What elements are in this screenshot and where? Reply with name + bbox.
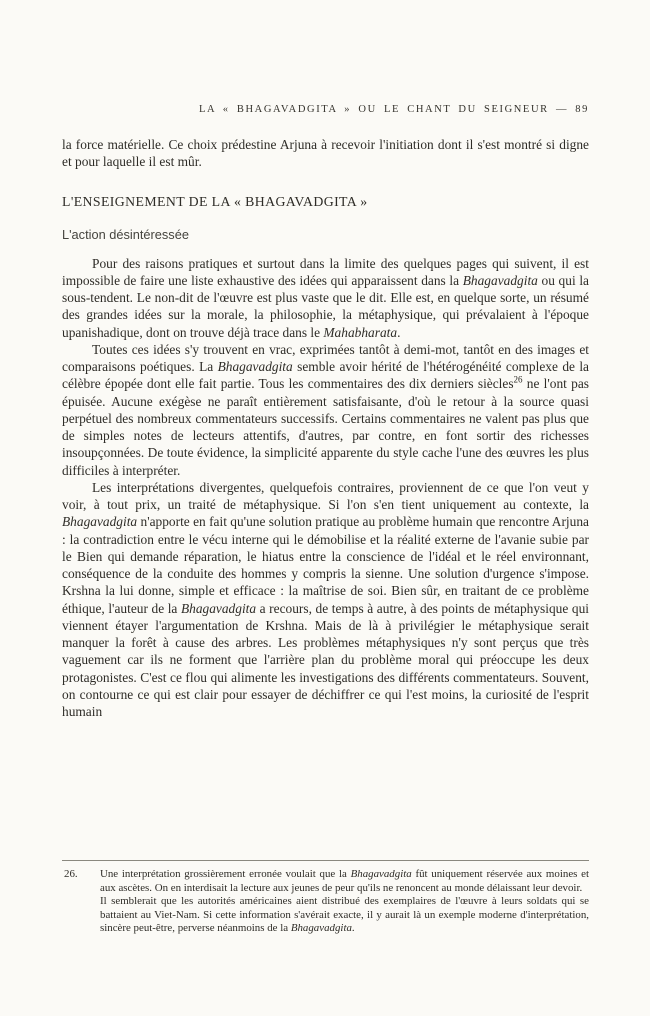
footnote-ref: 26 <box>513 374 523 385</box>
paragraph-group <box>62 255 589 721</box>
italic-term: Bhagavadgita <box>217 359 293 374</box>
italic-term: Bhagavadgita <box>462 272 538 288</box>
footnote-number: 26. <box>64 868 78 880</box>
page-body <box>62 136 589 720</box>
footnote-26 <box>62 868 589 936</box>
footnote-paragraph: Une interprétation grossièrement erronée voulait que la Bhagavadgita fût uniquement réservée aux moines et aux ascètes. On en interdisait la lecture aux jeunes de peur qu'ils ne renoncent au monde délaissant leur devoir. <box>100 868 589 894</box>
running-header: LA « BHAGAVADGITA » OU LE CHANT DU SEIGNEUR — 89 <box>198 104 589 115</box>
subsection-heading: L'action désintéressée <box>62 226 189 242</box>
paragraph: Pour des raisons pratiques et surtout dans la limite des quelques pages qui suivent, il est impossible de faire une liste exhaustive des idées qui apparaissent dans la Bhagavadgita ou qui la sous-tendent. Le non-dit de l'œuvre est plus vaste que le dit. Elle est, en quelque sorte, un résumé des grandes idées sur la morale, la philosophie, la métaphysique, qui prévalaient à l'époque upanishadique, dont on trouve déjà trace dans le Mahabharata. <box>62 255 589 340</box>
italic-term: Bhagavadgita <box>290 922 352 935</box>
paragraph: Toutes ces idées s'y trouvent en vrac, exprimées tantôt à demi-mot, tantôt en des images et comparaisons poétiques. La Bhagavadgita semble avoir hérité de l'hétérogénéité complexe de la célèbre épopée dont elle fait partie. Tous les commentaires des dix derniers siècles$^{26}$ ne l'ont pas épuisée. Aucune exégèse ne paraît entièrement satisfaisante, d'où le retour à la source quasi perpétuel des nombreux commentateurs successifs. Certains commentaires ne valent pas plus que de simples notes de lecteurs attentifs, d'autres, par contre, en font sortir des richesses insoupçonnées. De toute évidence, la simplicité apparente du style cache l'une des œuvres les plus difficiles à interpréter. <box>62 341 590 478</box>
italic-term: Mahabharata <box>323 324 398 340</box>
footnotes-section <box>62 860 589 936</box>
section-heading: L'ENSEIGNEMENT DE LA « BHAGAVADGITA » <box>62 193 368 209</box>
paragraph: Les interprétations divergentes, quelquefois contraires, proviennent de ce que l'on veut y voir, à tout prix, un traité de métaphysique. Si l'on s'en tient uniquement au contexte, la Bhagavadgita n'apporte en fait qu'une solution pratique au problème humain que rencontre Arjuna : la contradiction entre le vécu interne qui le démobilise et la réalité externe de l'avanie subie par le Bien qui demande réparation, le hiatus entre la conscience de l'idéal et le réel environnant, conséquence de la conduite des hommes y compris la sienne. Une solution d'urgence s'impose. Krshna la lui donne, simple et efficace : la maîtrise de soi. Bien sûr, en traitant de ce problème éthique, l'auteur de la Bhagavadgita a recours, de temps à autre, à des points de métaphysique qui viennent étayer l'argumentation de Krshna. Mais de là à privilégier le métaphysique serait manquer la forêt à cause des arbres. Les problèmes métaphysiques n'y sont perçus que très vaguement car ils ne forment que l'arrière plan du problème moral qui préoccupe les deux protagonistes. C'est ce flou qui alimente les investigations des différents commentateurs. Souvent, on contourne ce qui est clair pour essayer de déchiffrer ce qui l'est moins, la curiosité de l'esprit humain <box>62 479 590 719</box>
italic-term: Bhagavadgita <box>62 514 138 530</box>
paragraph-continuation: la force matérielle. Ce choix prédestine Arjuna à recevoir l'initiation dont il s'est montré si digne et pour laquelle il est mûr. <box>62 137 589 170</box>
footnote-paragraph: Il semblerait que les autorités américaines aient distribué des exemplaires de l'œuvre à leurs soldats qui se battaient au Viet-Nam. Si cette information s'avérait exacte, il y aurait là un exemple moderne d'interprétation, sincère peut-être, perverse néanmoins de la Bhagavadgita. <box>100 895 589 935</box>
italic-term: Bhagavadgita <box>180 600 257 616</box>
italic-term: Bhagavadgita <box>350 868 412 880</box>
footnote-body <box>100 868 589 936</box>
